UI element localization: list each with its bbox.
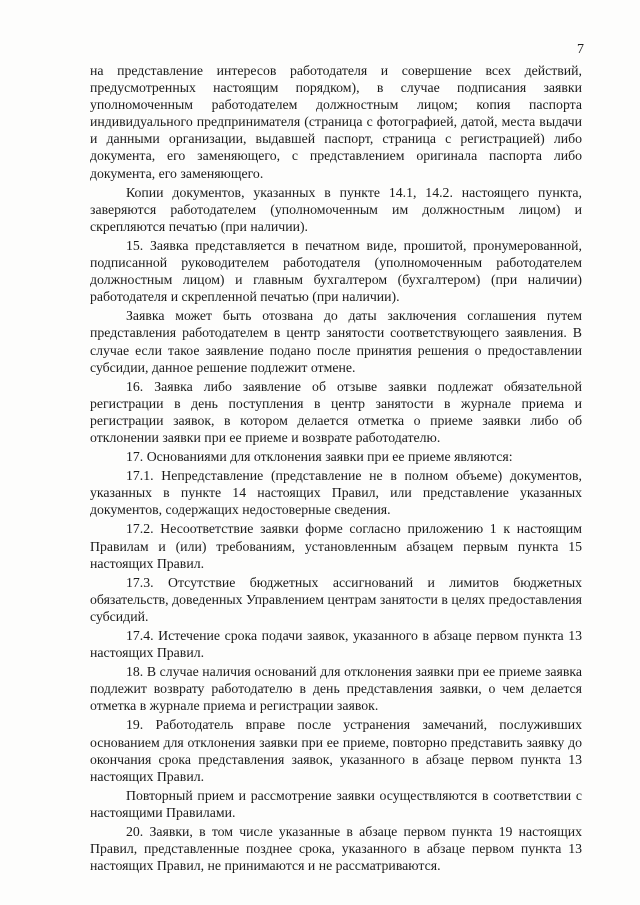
paragraph-16: 16. Заявка либо заявление об отзыве заявки подлежат обязательной регистрации в день поступления в центр занятости в журнале приема и регистрации заявок, в котором делается отметка о приеме заявки либо об отклонении заявки при ее приеме и возврате работодателю.: [90, 378, 582, 445]
document-body: [90, 62, 582, 876]
paragraph-17-2: 17.2. Несоответствие заявки форме согласно приложению 1 к настоящим Правилам и (или) требованиям, установленным абзацем первым пункта 15 настоящих Правил.: [90, 521, 582, 571]
paragraph-copies-certification: Копии документов, указанных в пункте 14.1, 14.2. настоящего пункта, заверяются работодателем (уполномоченным им должностным лицом) и скрепляются печатью (при наличии).: [90, 184, 582, 234]
paragraph-17-1: 17.1. Непредставление (представление не в полном объеме) документов, указанных в пункте 14 настоящих Правил, или представление указанных документов, содержащих недостоверные сведения.: [90, 468, 582, 518]
paragraph-19: 19. Работодатель вправе после устранения замечаний, послуживших основанием для отклонения заявки при ее приеме, повторно представить заявку до окончания срока представления заявок, указанного в абзаце первом пункта 13 настоящих Правил.: [90, 717, 582, 784]
paragraph-18: 18. В случае наличия оснований для отклонения заявки при ее приеме заявка подлежит возврату работодателю в день представления заявки, о чем делается отметка в журнале приема и регистрации заявок.: [90, 664, 582, 714]
paragraph-17-3: 17.3. Отсутствие бюджетных ассигнований и лимитов бюджетных обязательств, доведенных Управлением центрам занятости в целях предоставления субсидий.: [90, 574, 582, 624]
paragraph-continuation: на представление интересов работодателя и совершение всех действий, предусмотренных настоящим порядком), в случае подписания заявки уполномоченным работодателем должностным лицом; копия паспорта индивидуального предпринимателя (страница с фотографией, датой, места выдачи и данными организации, выдавшей паспорт, страница с регистрацией) либо документа, его заменяющего, с представлением оригинала паспорта либо документа, его заменяющего.: [90, 63, 582, 181]
paragraph-17: 17. Основаниями для отклонения заявки при ее приеме являются:: [126, 449, 513, 465]
paragraph-20: 20. Заявки, в том числе указанные в абзаце первом пункта 19 настоящих Правил, представленные позднее срока, указанного в абзаце первом пункта 13 настоящих Правил, не принимаются и не рассматриваются.: [90, 824, 582, 874]
paragraph-19-repeat: Повторный прием и рассмотрение заявки осуществляются в соответствии с настоящими Правилами.: [90, 787, 582, 820]
paragraph-17-4: 17.4. Истечение срока подачи заявок, указанного в абзаце первом пункта 13 настоящих Правил.: [90, 628, 582, 661]
page-number: 7: [577, 42, 584, 57]
paragraph-15: 15. Заявка представляется в печатном виде, прошитой, пронумерованной, подписанной руководителем работодателя (уполномоченным работодателем должностным лицом) и главным бухгалтером (бухгалтером) (при наличии) работодателя и скрепленной печатью (при наличии).: [90, 237, 582, 305]
paragraph-15-withdrawal: Заявка может быть отозвана до даты заключения соглашения путем представления работодателем в центр занятости соответствующего заявления. В случае если такое заявление подано после принятия решения о предоставлении субсидии, данное решение подлежит отмене.: [90, 308, 582, 375]
